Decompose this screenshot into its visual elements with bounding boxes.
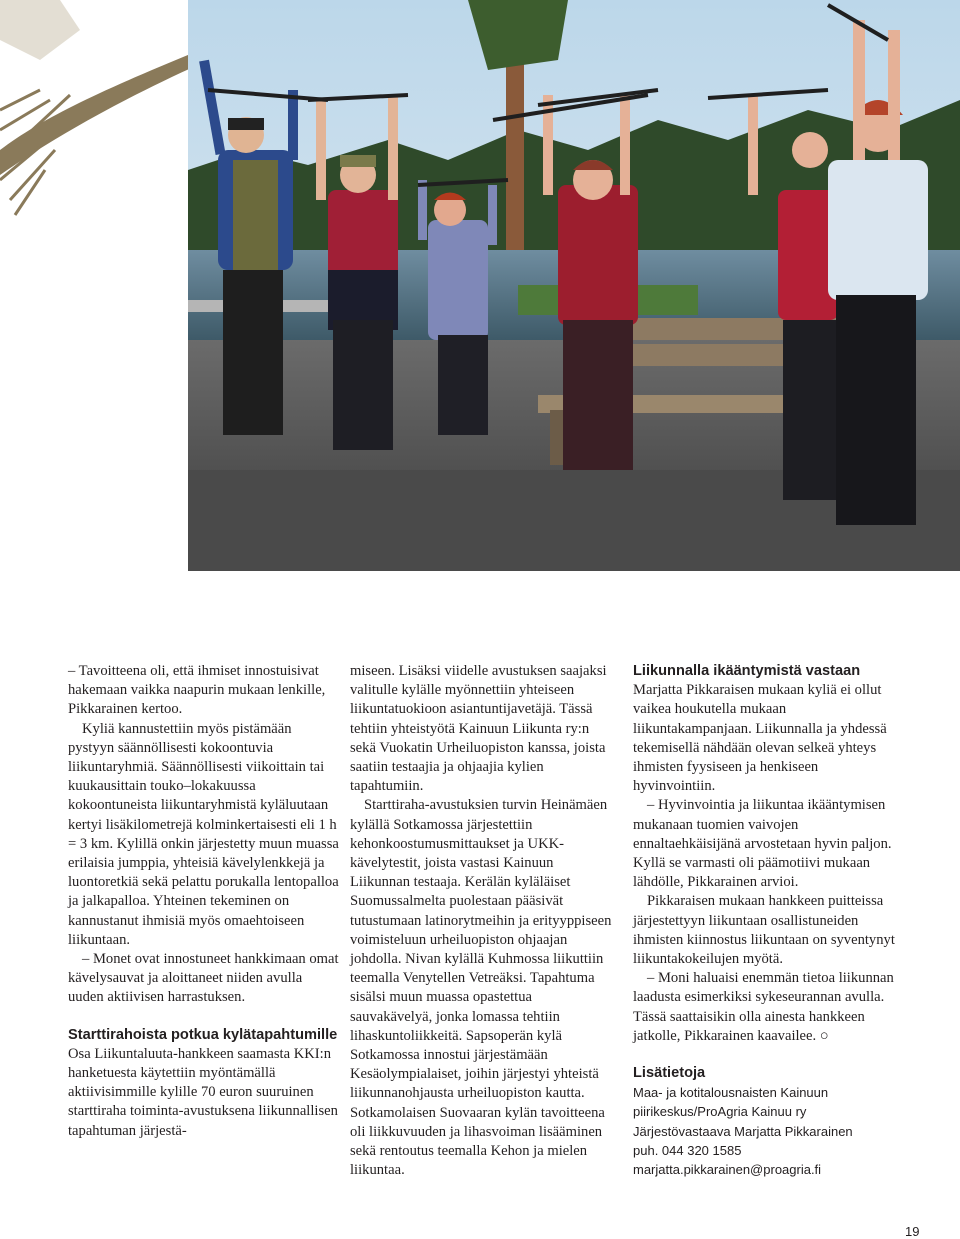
paragraph: Marjatta Pikkaraisen mukaan kyliä ei ollut vaikea houkutella mukaan liikuntakampanjaan. Liikunnalla ja yhdessä tekemisellä nähdään olevan selkeä yhteys ihmisten fyysiseen ja henkiseen hyvinvointiin.: [633, 682, 887, 795]
text-column-3: [633, 662, 895, 1179]
contact-phone: puh. 044 320 1585: [633, 1142, 742, 1158]
nordic-walkers-illustration: [188, 0, 960, 571]
paragraph-text: – Moni haluaisi enemmän tietoa liikunnan laadusta esimerkiksi sykeseurannan avulla. Tässä saattaisikin olla ainesta hankkeen jatkolle, Pikkarainen kaavailee.: [633, 970, 894, 1044]
text-column-2: [350, 662, 612, 1180]
paragraph: Pikkaraisen mukaan hankkeen puitteissa järjestettyyn liikuntaan osallistuneiden ihmisten kiinnostus liikuntaan on syventynyt liikuntakokeilujen myötä.: [633, 893, 895, 968]
paragraph: – Tavoitteena oli, että ihmiset innostuisivat hakemaan vaikka naapurin mukaan lenkille, Pikkarainen kertoo.: [68, 663, 326, 718]
contact-info: [633, 1083, 895, 1179]
paragraph: – Hyvinvointia ja liikuntaa ikääntymisen mukanaan tuomien vaivojen ennaltaehkäisijänä arvostetaan hyvin paljon. Kyllä se varmasti oli päämotiivi mukaan lähdölle, Pikkarainen arvioi.: [633, 797, 892, 891]
text-column-1: [68, 662, 340, 1141]
end-mark: ○: [819, 1027, 829, 1044]
paragraph: miseen. Lisäksi viidelle avustuksen saajaksi valitulle kylälle myönnettiin yhteiseen liikuntatuokioon asiantuntijavetäjä. Tässä tehtiin yhteistyötä Kainuun Liikunta ry:n sekä Vuokatin Urheiluopiston kanssa, joista saatiin testaajia ja ohjaajia kylien tapahtumiin.: [350, 663, 607, 795]
page-number: 19: [905, 1224, 920, 1239]
broom-ornament: [0, 0, 200, 240]
paragraph: Osa Liikuntaluuta-hankkeen saamasta KKI:n hanketuesta käytettiin myöntämällä aktiivisimmille kylille 70 euron suuruinen starttiraha toiminta-avustuksena liikunnallisen tapahtuman järjestä-: [68, 1045, 338, 1139]
info-heading: Lisätietoja: [633, 1065, 706, 1082]
paragraph: Starttiraha-avustuksien turvin Heinämäen kylällä Sotkamossa järjestettiin kehonkoostumusmittaukset ja UKK-kävelytestit, joista vastasi Kainuun Liikunnan testaaja. Kerälän kyläläiset Suomussalmelta puolestaan pääsivät tutustumaan latinorytmeihin ja erityyppiseen voimisteluun urheiluopiston ohjaajan johdolla. Nivan kylällä Kuhmossa liikuttiin teemalla Venytellen Vetreäksi. Tapahtuma sisälsi muun muassa opastettua sauvakävelyä, jonka lomassa tehtiin lihaskuntoliikkeitä. Sapsoperän kylä Sotkamossa innostui järjestämään Kesäolympialaiset, joihin järjestyi yhteistä liikunnanohjausta urheiluopiston kautta. Sotkamolaisen Suovaaran kylän tavoitteena oli liikkuvuuden ja lihasvoiman lisääminen sekä rentoutus teemalla Kehon ja mielen liikuntaa.: [350, 797, 612, 1179]
contact-email[interactable]: marjatta.pikkarainen@proagria.fi: [633, 1162, 822, 1178]
contact-line: Järjestövastaava Marjatta Pikkarainen: [633, 1123, 853, 1139]
section-heading: Starttirahoista potkua kylätapahtumille: [68, 1026, 338, 1043]
section-heading: Liikunnalla ikääntymistä vastaan: [633, 663, 861, 679]
group-photo: [188, 0, 960, 571]
paragraph: – Monet ovat innostuneet hankkimaan omat kävelysauvat ja aloittaneet niiden avulla uuden aktiivisen harrastuksen.: [68, 951, 339, 1006]
paragraph: Kyliä kannustettiin myös pistämään pystyyn säännöllisesti kokoontuvia liikuntaryhmiä. Säännöllisesti viikoittain tai kuukausittain touko–lokakuussa kokoontuneista liikuntaryhmistä kyläluutaan kertyi lisäkilometrejä kolminkertaisesti eli 1 h = 3 km. Kylillä onkin järjestetty muun muassa erilaisia jumppia, yhteisiä kävelylenkkejä ja luontoretkiä sekä pelattu porukalla lentopalloa ja jalkapalloa. Yhteinen tekeminen on kannustanut ihmisiä myös omaehtoiseen liikuntaan.: [68, 720, 339, 948]
contact-line: Maa- ja kotitalousnaisten Kainuun: [633, 1085, 829, 1101]
contact-line: piirikeskus/ProAgria Kainuu ry: [633, 1104, 807, 1120]
paragraph: [633, 969, 895, 1046]
